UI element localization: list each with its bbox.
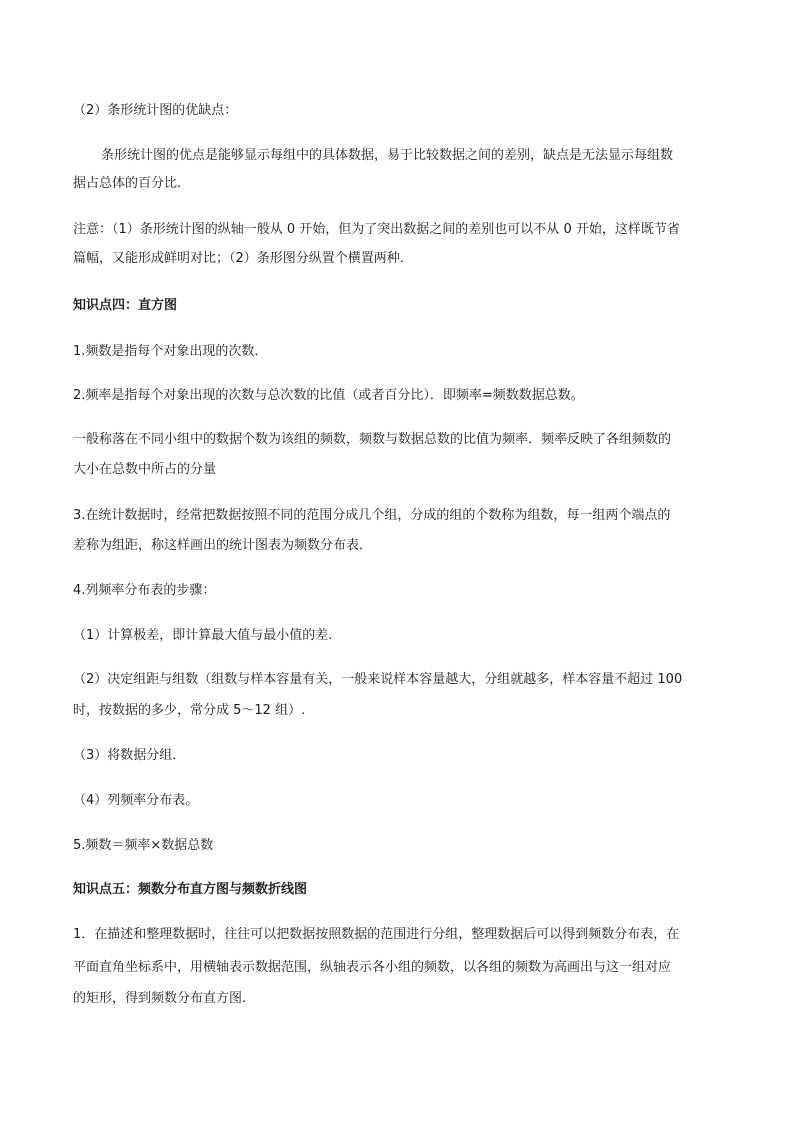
paragraph-line: 据占总体的百分比.	[73, 176, 182, 191]
paragraph-line: 一般称落在不同小组中的数据个数为该组的频数，频数与数据总数的比值为频率．频率反映了各组频数的	[73, 432, 672, 447]
list-item: 的矩形，得到频数分布直方图.	[73, 991, 247, 1006]
list-item: 平面直角坐标系中，用横轴表示数据范围，纵轴表示各小组的频数，以各组的频数为高画出与这一组对应	[73, 960, 672, 975]
list-item: 1.频数是指每个对象出现的次数．	[73, 344, 268, 359]
paragraph-line: 条形统计图的优点是能够显示每组中的具体数据，易于比较数据之间的差别，缺点是无法显示每组数	[101, 148, 674, 163]
section-heading-histogram: 知识点四：直方图	[73, 298, 178, 313]
step-item: （1）计算极差，即计算最大值与最小值的差．	[73, 628, 342, 643]
note-line: 篇幅，又能形成鲜明对比；（2）条形图分纵置个横置两种.	[73, 251, 404, 266]
section-heading-frequency-histogram: 知识点五：频数分布直方图与频数折线图	[73, 882, 308, 897]
list-item: 1．在描述和整理数据时，往往可以把数据按照数据的范围进行分组，整理数据后可以得到频数分布表，在	[73, 927, 680, 942]
step-item: （2）决定组距与组数（组数与样本容量有关，一般来说样本容量越大，分组就越多，样本容量不超过 100	[73, 672, 683, 687]
list-item: 3.在统计数据时，经常把数据按照不同的范围分成几个组，分成的组的个数称为组数，每一组两个端点的	[73, 508, 671, 523]
list-item: 差称为组距，称这样画出的统计图表为频数分布表．	[73, 538, 373, 553]
list-item: 4.列频率分布表的步骤：	[73, 583, 216, 598]
step-item: （3）将数据分组．	[73, 748, 186, 763]
note-line: 注意：（1）条形统计图的纵轴一般从 0 开始，但为了突出数据之间的差别也可以不从 0 开始，这样既节省	[73, 222, 680, 237]
list-item: 5.频数＝频率×数据总数	[73, 838, 214, 853]
step-item: （4）列频率分布表。	[73, 793, 199, 808]
step-item: 时，按数据的多少，常分成 5～12 组）.	[73, 703, 306, 718]
paragraph-line: 大小在总数中所占的分量	[73, 462, 217, 477]
subheading-bar-chart-pros-cons: （2）条形统计图的优缺点：	[73, 103, 238, 118]
list-item: 2.频率是指每个对象出现的次数与总次数的比值（或者百分比）．即频率=频数数据总数。	[73, 388, 584, 403]
